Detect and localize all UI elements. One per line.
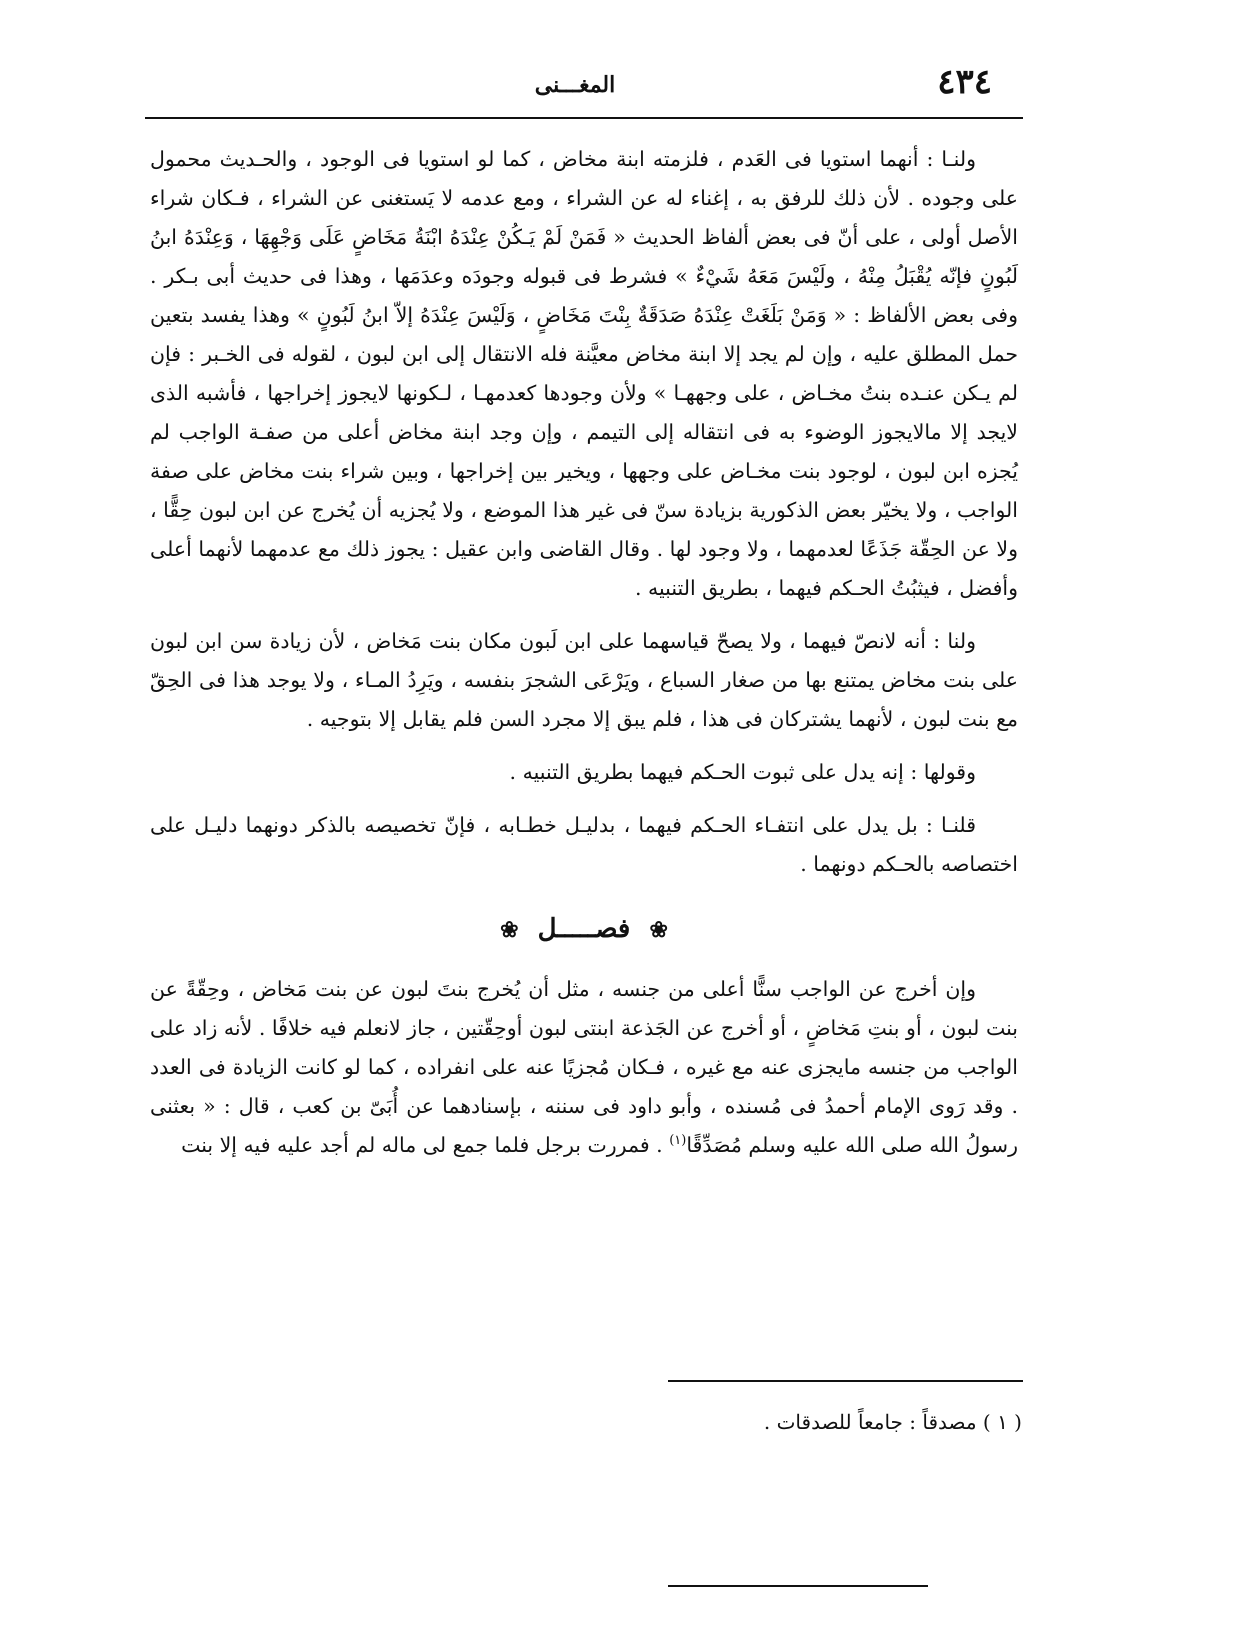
- page-number: ٤٣٤: [937, 62, 992, 102]
- ornament-icon: ❀: [500, 916, 519, 943]
- section-paragraph: [150, 970, 1018, 1165]
- footnote-marker: (١): [669, 1132, 687, 1148]
- page-header: [140, 62, 1010, 118]
- section-paragraph-text: وإن أخرج عن الواجب سنًّا أعلى من جنسه ، مثل أن يُخرج بنتَ لبون عن بنت مَخاض ، وحِقّةً عن بنت لبون ، أو بنتِ مَخاضٍ ، أو أخرج عن الجَذعة ابنتى لبون أوحِقّتين ، جاز لانعلم فيه خلافًا . لأنه زاد على الواجب من جنسه مايجزى عنه مع غيره ، فـكان مُجزيًا عنه على انفراده ، كما لو كانت الزيادة فى العدد . وقد رَوى الإمام أحمدُ فى مُسنده ، وأبو داود فى سننه ، بإسنادهما عن أُبَىّ بن كعب ، قال : « بعثنى رسولُ الله صلى الله عليه وسلم مُصَدِّقًا: [150, 976, 1018, 1157]
- paragraph-4: قلنـا : بل يدل على انتفـاء الحـكم فيهما ، بدليـل خطـابه ، فإنّ تخصيصه بالذكر دونهما دليـل على اختصاصه بالحـكم دونهما .: [150, 813, 1018, 876]
- paragraph-2: ولنا : أنه لانصّ فيهما ، ولا يصحّ قياسهما على ابن لَبون مكان بنت مَخاض ، لأن زيادة سن ابن لبون على بنت مخاض يمتنع بها من صغار السباع ، ويَرْعَى الشجرَ بنفسه ، ويَرِدُ المـاء ، ولا يوجد هذا فى الحِقّ مع بنت لبون ، لأنهما يشتركان فى هذا ، فلم يبق إلا مجرد السن فلم يقابل إلا بتوجيه .: [150, 629, 1018, 731]
- section-paragraph-text-end: . فمررت برجل فلما جمع لى ماله لم أجد عليه فيه إلا بنت: [181, 1132, 670, 1157]
- ornament-icon: ❀: [649, 916, 668, 943]
- bottom-rule: [668, 1585, 928, 1587]
- footnote: ( ١ ) مصدقاً : جامعاً للصدقات .: [763, 1410, 1022, 1434]
- body-text: [150, 140, 1018, 1165]
- running-title: المغـــنى: [534, 72, 616, 98]
- section-title: فصـــــل: [537, 914, 631, 944]
- footnote-rule: [668, 1380, 1023, 1382]
- paragraph-3: وقولها : إنه يدل على ثبوت الحـكم فيهما بطريق التنبيه .: [509, 760, 976, 784]
- paragraph-1: ولنـا : أنهما استويا فى العَدم ، فلزمته ابنة مخاض ، كما لو استويا فى الوجود ، والحـديث محمول على وجوده . لأن ذلك للرفق به ، إغناء له عن الشراء ، ومع عدمه لا يَستغنى عن الشراء ، فـكان شراء الأصل أولى ، على أنّ فى بعض ألفاظ الحديث « فَمَنْ لَمْ يَـكُنْ عِنْدَهُ ابْنَةُ مَخَاضٍ عَلَى وَجْهِهَا ، وَعِنْدَهُ ابنُ لَبُونٍ فإنّه يُقْبَلُ مِنْهُ ، ولَيْسَ مَعَهُ شَيْءٌ » فشرط فى قبوله وجودَه وعدَمَها ، وهذا فى حديث أبى بـكر . وفى بعض الألفاظ : « وَمَنْ بَلَغَتْ عِنْدَهُ صَدَقَةٌ بِنْتَ مَخَاضٍ ، وَلَيْسَ عِنْدَهُ إلاّ ابنُ لَبُونٍ » وهذا يفسد بتعين حمل المطلق عليه ، وإن لم يجد إلا ابنة مخاض معيَّنة فله الانتقال إلى ابن لبون ، لقوله فى الخـبر : فإن لم يـكن عنـده بنتُ مخـاض ، على وجههـا » ولأن وجودها كعدمهـا ، لـكونها لايجوز إخراجها ، فأشبه الذى لايجد إلا مالايجوز الوضوء به فى انتقاله إلى التيمم ، وإن وجد ابنة مخاض أعلى من صفـة الواجب لم يُجزه ابن لبون ، لوجود بنت مخـاض على وجهها ، ويخير بين إخراجها ، وبين شراء بنت مخاض على صفة الواجب ، ولا يخيّر بعض الذكورية بزيادة سنّ فى غير هذا الموضع ، ولا يُجزيه أن يُخرج عن ابن لبون حِقًّا ، ولا عن الحِقّة جَذَعًا لعدمهما ، ولا وجود لها . وقال القاضى وابن عقيل : يجوز ذلك مع عدمهما لأنهما أعلى وأفضل ، فيثبُتُ الحـكم فيهما ، بطريق التنبيه .: [150, 147, 1018, 600]
- section-heading: [150, 910, 1018, 950]
- header-rule: [145, 117, 1023, 119]
